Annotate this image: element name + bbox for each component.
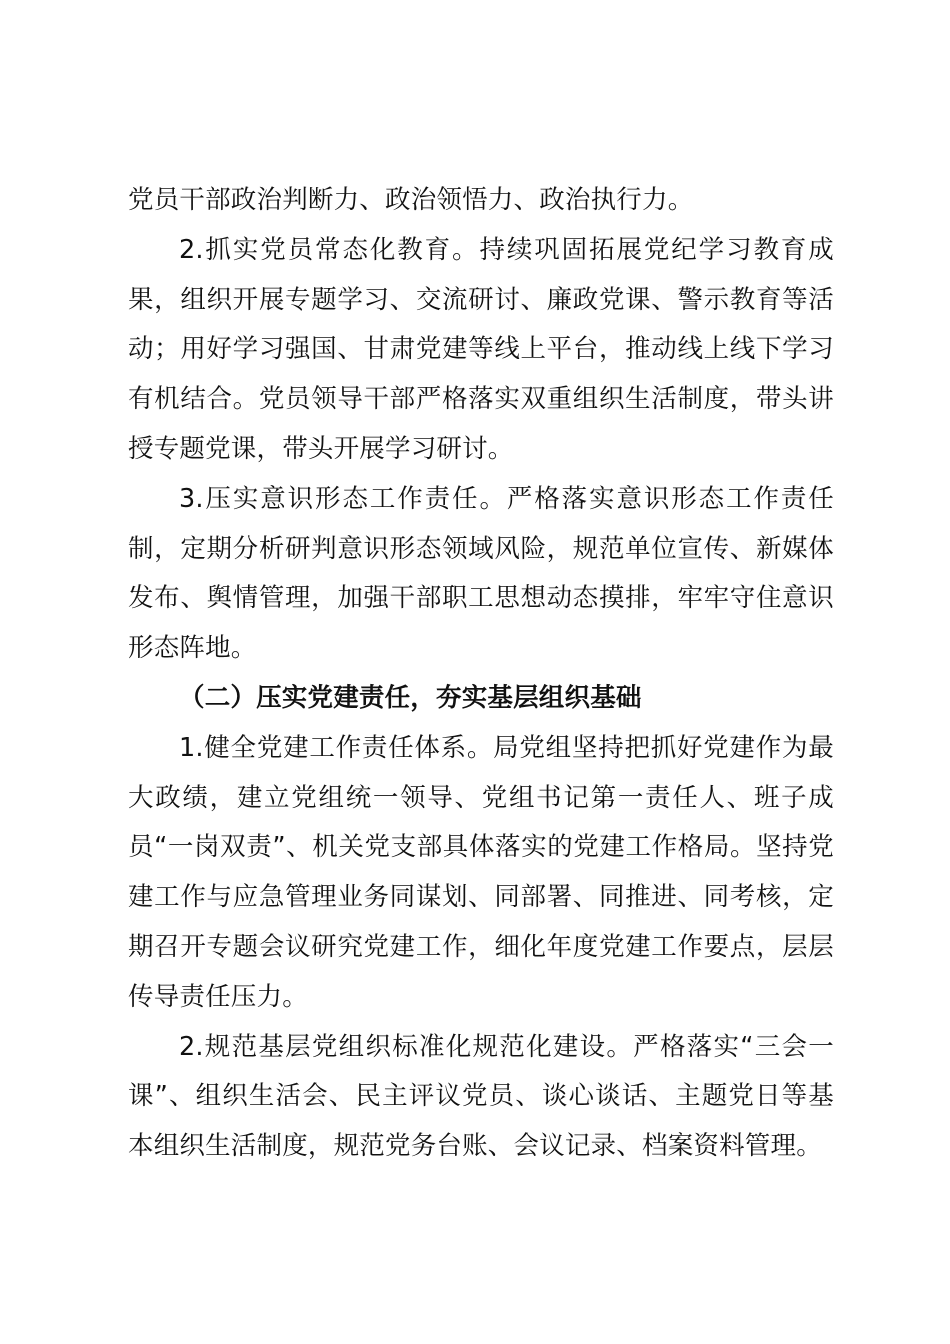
paragraph-item-2b: 2.规范基层党组织标准化规范化建设。严格落实“三会一课”、组织生活会、民主评议党员、谈心谈话、主题党日等基本组织生活制度，规范党务台账、会议记录、档案资料管理。: [128, 1031, 834, 1162]
paragraph-item-2: 2.抓实党员常态化教育。持续巩固拓展党纪学习教育成果，组织开展专题学习、交流研讨、廉政党课、警示教育等活动；用好学习强国、甘肃党建等线上平台，推动线上线下学习有机结合。党员领导干部严格落实双重组织生活制度，带头讲授专题党课，带头开展学习研讨。: [128, 234, 834, 464]
paragraph-item-3: 3.压实意识形态工作责任。严格落实意识形态工作责任制，定期分析研判意识形态领域风险，规范单位宣传、新媒体发布、舆情管理，加强干部职工思想动态摸排，牢牢守住意识形态阵地。: [128, 483, 834, 664]
paragraph-continuation: 党员干部政治判断力、政治领悟力、政治执行力。: [128, 185, 694, 215]
document-body: [128, 176, 834, 1172]
paragraph-item-1: 1.健全党建工作责任体系。局党组坚持把抓好党建作为最大政绩，建立党组统一领导、党组书记第一责任人、班子成员“一岗双责”、机关党支部具体落实的党建工作格局。坚持党建工作与应急管理业务同谋划、同部署、同推进、同考核，定期召开专题会议研究党建工作，细化年度党建工作要点，层层传导责任压力。: [128, 732, 834, 1012]
section-heading: （二）压实党建责任，夯实基层组织基础: [179, 682, 642, 713]
